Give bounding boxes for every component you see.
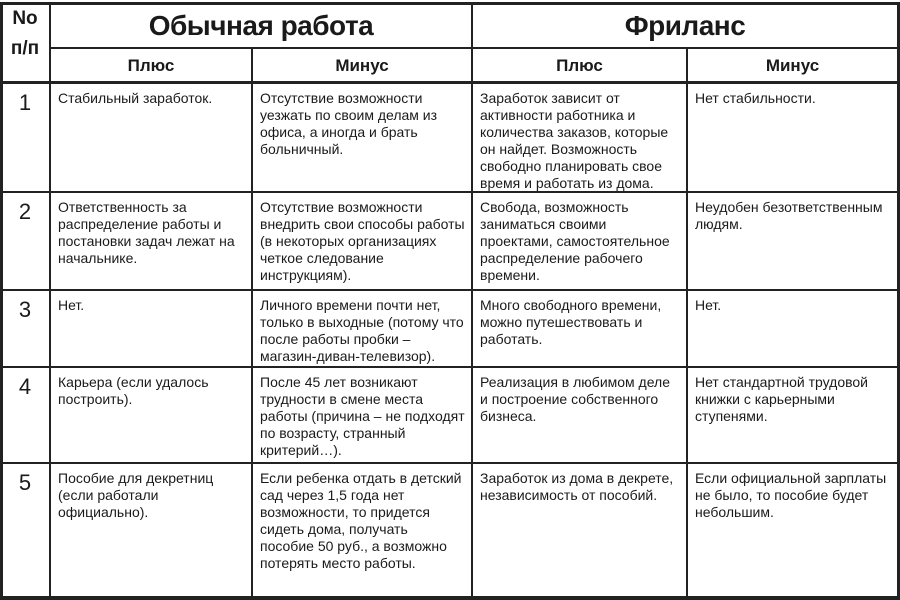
table-cell: Свобода, возможность заниматься своими проектами, самостоятельное распределение рабочего времени. bbox=[480, 199, 670, 283]
row-number: 3 bbox=[18, 297, 32, 322]
table-cell: Отсутствие возможности уезжать по своим делам из офиса, а иногда и брать больничный. bbox=[260, 90, 438, 157]
table-cell: Нет стандартной трудовой книжки с карьерными ступенями. bbox=[695, 374, 868, 424]
table-cell: Личного времени почти нет, только в выходные (потому что после работы пробки – магазин-диван-телевизор). bbox=[260, 297, 464, 364]
table-cell: Отсутствие возможности внедрить свои способы работы (в некоторых организациях четкое следование инструкциям). bbox=[260, 199, 465, 283]
subheader-minus: Минус bbox=[335, 56, 389, 75]
table-cell: Неудобен безответственным людям. bbox=[695, 199, 883, 232]
group-header-regular-job: Обычная работа bbox=[148, 10, 374, 41]
row-number: 5 bbox=[18, 470, 32, 495]
table-cell: Нет. bbox=[58, 297, 85, 313]
table-cell: Заработок зависит от активности работника и количества заказов, которые он найдет. Возможность свободно планировать свое время и работать из дома. bbox=[480, 90, 669, 191]
table-cell: Нет стабильности. bbox=[695, 90, 816, 106]
subheader-plus: Плюс bbox=[556, 56, 603, 75]
table-cell: Карьера (если удалось построить). bbox=[58, 374, 209, 407]
table-cell: Реализация в любимом деле и построение собственного бизнеса. bbox=[480, 374, 671, 424]
table-cell: Много свободного времени, можно путешествовать и работать. bbox=[480, 297, 662, 347]
table-cell: Если официальной зарплаты не было, то пособие будет небольшим. bbox=[695, 470, 887, 520]
group-header-freelance: Фриланс bbox=[624, 10, 746, 41]
row-number: 4 bbox=[18, 374, 32, 399]
table-cell: Ответственность за распределение работы и постановки задач лежат на начальнике. bbox=[58, 199, 235, 266]
table-cell: Если ребенка отдать в детский сад через 1,5 года нет возможности, то придется сидеть дома, получать пособие 50 руб., а возможно потерять место работы. bbox=[260, 470, 462, 571]
row-number: 2 bbox=[18, 199, 32, 224]
table-cell: Пособие для декретниц (если работали официально). bbox=[58, 470, 214, 520]
table-cell: Заработок из дома в декрете, независимость от пособий. bbox=[480, 470, 674, 503]
table-cell: Нет. bbox=[695, 297, 722, 313]
row-number: 1 bbox=[18, 90, 32, 115]
subheader-plus: Плюс bbox=[127, 56, 175, 75]
subheader-minus: Минус bbox=[765, 56, 820, 75]
table-cell: Стабильный заработок. bbox=[58, 90, 213, 106]
table-border-bottom bbox=[0, 596, 900, 600]
table-cell: После 45 лет возникают трудности в смене места работы (причина – не подходят по возрасту, странный критерий…). bbox=[260, 374, 465, 458]
number-header: No п/п bbox=[10, 8, 40, 59]
